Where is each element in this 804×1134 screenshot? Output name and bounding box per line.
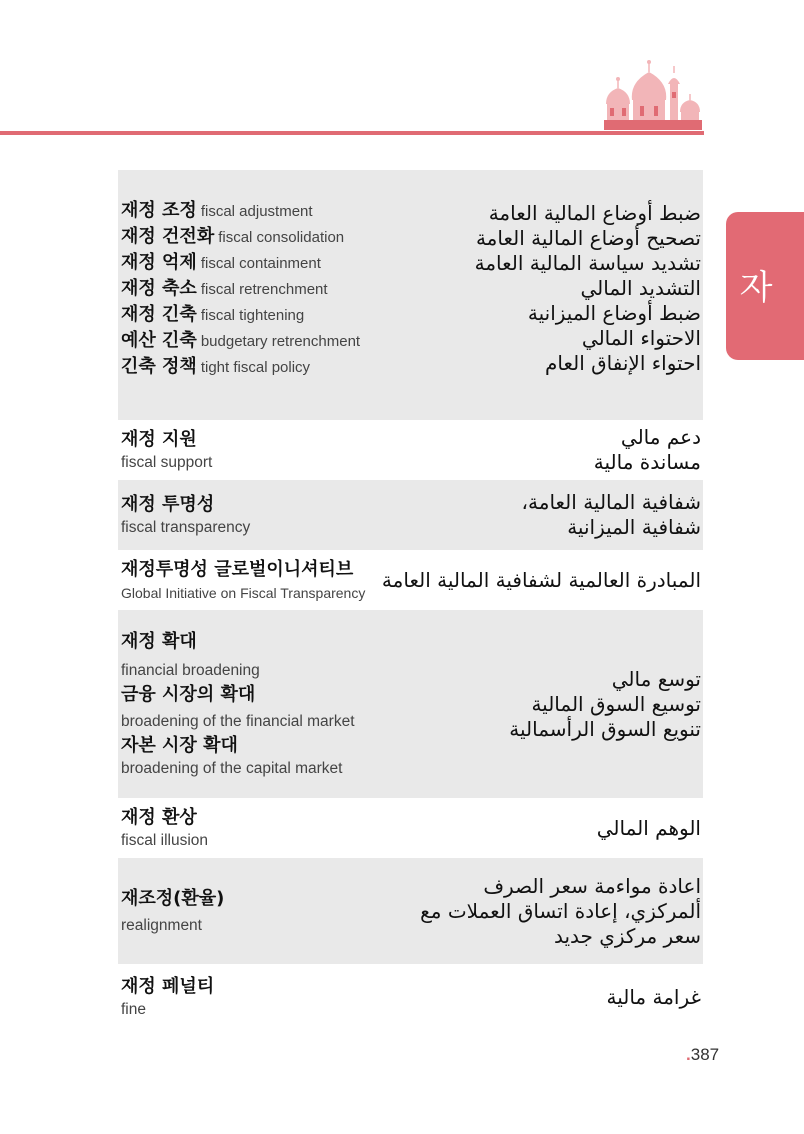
section-tab [726,212,804,360]
page-number [686,1045,719,1065]
arabic-line: تصحيح أوضاع المالية العامة [475,226,701,250]
english-term: fiscal support [121,453,213,471]
arabic-line: التشديد المالي [580,276,701,300]
english-term: fiscal illusion [121,831,209,849]
glossary-row [118,170,703,420]
arabic-line: ضبط أوضاع الميزانية [527,301,701,325]
korean-term: 재정 지원 [121,428,197,450]
english-term: broadening of the financial market [121,712,355,730]
arabic-line: اعادة مواءمة سعر الصرف [483,873,701,898]
glossary-row [118,420,703,480]
korean-term: 재정 확대 [121,630,197,652]
korean-term: 재정 환상 [121,806,197,828]
page-number-dot: . [686,1045,691,1064]
arabic-line: تشديد سياسة المالية العامة [474,251,701,275]
korean-terms [118,492,250,539]
glossary-row [118,610,703,798]
arabic-line: سعر مركزي جديد [553,923,701,948]
korean-term: 자본 시장 확대 [121,734,238,756]
korean-term: 재정투명성 글로벌이니셔티브 [121,558,354,580]
glossary-row [118,550,703,610]
glossary-row [118,798,703,858]
arabic-line: دعم مالي [620,425,701,449]
arabic-line: شفافية الميزانية [567,515,701,539]
arabic-terms [475,201,703,376]
english-term: fiscal transparency [121,518,251,536]
term-line: 긴축 정책 tight fiscal policy [121,355,311,377]
arabic-line: شفافية المالية العامة، [521,490,701,514]
glossary-row [118,858,703,964]
arabic-line: ألمركزي، إعادة اتساق العملات مع [420,898,701,923]
arabic-line: مساندة مالية [593,450,701,474]
english-term: realignment [121,916,202,934]
korean-terms [118,427,212,474]
term-line: 예산 긴축 budgetary retrenchment [121,329,361,351]
korean-term: 재조정(환율) [121,887,225,909]
term-line: 재정 조정 fiscal adjustment [121,199,313,221]
term-line: 재정 억제 fiscal containment [121,251,321,273]
arabic-terms [509,667,703,742]
arabic-terms [597,816,703,841]
header-rule [0,131,704,135]
arabic-line: الاحتواء المالي [581,326,701,350]
korean-term: 금융 시장의 확대 [121,683,256,705]
arabic-line: المبادرة العالمية لشفافية المالية العامة [381,567,701,592]
arabic-line: توسع مالي [611,666,701,691]
korean-terms [118,198,360,380]
korean-term: 재정 페널티 [121,975,215,997]
korean-terms [118,557,365,604]
arabic-terms [606,985,703,1010]
term-line: 재정 축소 fiscal retrenchment [121,277,328,299]
arabic-line: الوهم المالي [596,815,701,840]
korean-terms [118,974,214,1021]
arabic-terms [594,425,703,475]
arabic-line: توسيع السوق المالية [531,691,701,716]
glossary-row [118,480,703,550]
page-number-value: 387 [690,1045,720,1064]
korean-terms [118,886,224,937]
korean-terms [118,805,208,852]
arabic-terms [420,874,703,949]
glossary-table [118,170,703,1030]
arabic-line: احتواء الإنفاق العام [545,351,701,375]
glossary-row [118,964,703,1030]
arabic-line: تنويع السوق الرأسمالية [509,716,701,741]
english-term: broadening of the capital market [121,759,343,777]
arabic-line: غرامة مالية [606,984,701,1009]
term-line: 재정 긴축 fiscal tightening [121,303,305,325]
english-term: Global Initiative on Fiscal Transparency [121,584,366,601]
section-letter: 자 [739,268,773,308]
term-line: 재정 건전화 fiscal consolidation [121,225,345,247]
mosque-illustration-icon [600,58,704,134]
arabic-terms [522,490,703,540]
english-term: fine [121,1000,146,1018]
korean-terms [118,629,355,780]
arabic-terms [382,568,703,593]
arabic-line: ضبط أوضاع المالية العامة [488,201,701,225]
korean-term: 재정 투명성 [121,493,215,515]
english-term: financial broadening [121,661,260,679]
